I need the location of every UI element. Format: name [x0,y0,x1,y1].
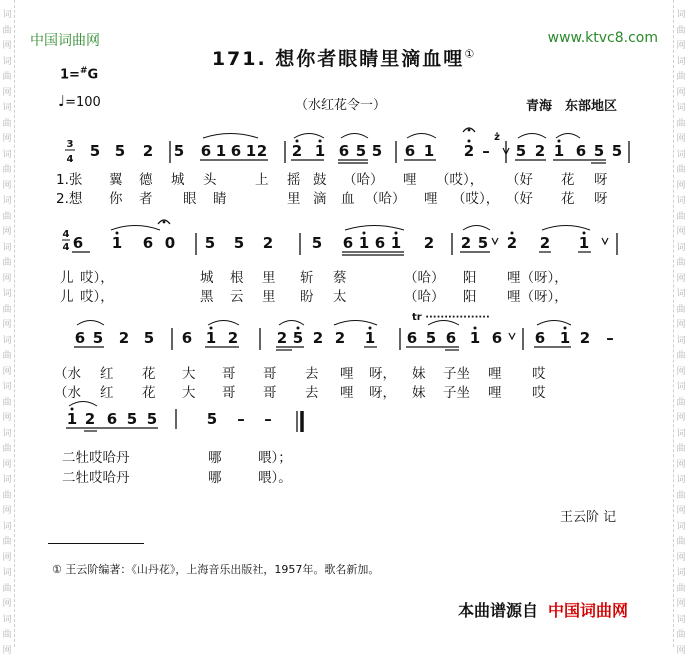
lyric-word: 里 [287,191,301,207]
score-note: 5 [515,142,527,160]
score-note: 6 [72,234,84,252]
lyric-word: 哩 [488,366,502,382]
lyric-word: 城 [200,270,214,286]
breath-mark [602,238,608,244]
lyric-word: 滴 [313,191,327,207]
score-note: 1 [66,410,78,428]
score-note: 1 [314,142,326,160]
score-note: 0 [164,234,176,252]
score-note: 5 [206,410,218,428]
lyric-word: （哈） [404,289,445,305]
lyric-row-1-verse-1 [0,168,688,186]
lyric-word: （哎）， [452,191,500,207]
lyric-word: 哩（呀）， [507,289,568,305]
time-signature-top-2: 4 [62,229,70,240]
lyric-word: （哎）， [436,172,484,188]
lyric-word: 里 [262,289,276,305]
score-note: 1 [358,234,370,252]
lyric-word: 哥 [263,366,277,382]
lyric-word: 子坐 [443,385,470,401]
lyric-word: （哈） [404,270,445,286]
lyric-word: 哩 [424,191,438,207]
score-note: 5 [311,234,323,252]
lyric-word: 鼓 [313,172,327,188]
lyric-word: 大 [182,366,196,382]
lyric-word: 喂）。 [258,470,292,486]
right-watermark-text: 词曲网词曲网词曲网词曲网词曲网词曲网词曲网词曲网词曲网词曲网词曲网词曲网词曲网词曲网 [676,10,686,656]
lyric-word: 妹 [412,366,426,382]
lyric-word: 呀 [594,191,608,207]
score-note: 5 [92,329,104,347]
lyric-word: 子坐 [443,366,470,382]
source-label: 本曲谱源自 [458,601,539,620]
fermata-dot [163,221,166,224]
score-note: 6 [445,329,457,347]
slur-mark [208,321,239,326]
slur-mark [345,226,404,231]
score-note: 6 [491,329,503,347]
footnote: ① 王云阶编著：《山丹花》，上海音乐出版社，1957年。歌名新加。 [52,563,380,576]
score-note: 1 [215,142,227,160]
score-note: – [264,410,272,428]
lyric-word: 盼 [300,289,314,305]
lyric-word: 德 [139,172,153,188]
slur-mark [463,226,490,231]
score-note: 5 [355,142,367,160]
song-title-text: 171. 想你者眼睛里滴血哩 [211,48,465,70]
lyric-word: 哎 [532,385,546,401]
score-note: 6 [181,329,193,347]
breath-mark [509,333,515,339]
slur-mark [537,321,571,326]
score-note: 2 [256,142,268,160]
lyric-word: 蔡 [333,270,347,286]
score-note: 6 [342,234,354,252]
footnote-divider [48,543,144,544]
lyric-word: 哩 [340,385,354,401]
lyric-word: 红 [100,385,114,401]
key-accidental: # [79,66,88,76]
score-note: 6 [106,410,118,428]
slur-mark [77,321,104,326]
score-note: 6 [230,142,242,160]
lyric-word: 呀 [594,172,608,188]
score-note: 1 [423,142,435,160]
slur-mark [203,134,258,139]
time-signature-bottom: 4 [66,154,74,165]
slur-mark [294,134,324,139]
time-signature-top: 3 [66,139,74,150]
score-note: 1 [578,234,590,252]
lyric-word: 哎）， [80,289,114,305]
score-note: 2 [423,234,435,252]
score-note: 2 [84,410,96,428]
lyric-word: （水 [54,366,81,382]
lyric-word: 哩 [340,366,354,382]
lyric-word: （好 [506,191,533,207]
score-note: 6 [575,142,587,160]
lyric-word: 去 [305,385,319,401]
score-note: 2 [460,234,472,252]
lyric-row-4-verse-2 [0,466,688,484]
site-name[interactable]: 中国词曲网 [30,33,100,49]
score-note: 1 [390,234,402,252]
score-note: 2 [534,142,546,160]
score-note: – [237,410,245,428]
lyric-word: 血 [341,191,355,207]
score-note: 5 [126,410,138,428]
lyric-word: 太 [333,289,347,305]
lyric-word: 云 [230,289,244,305]
slur-mark [279,321,304,326]
lyric-word: 黑 [200,289,214,305]
lyric-word: 1.张 [56,172,83,188]
lyric-word: 哥 [222,366,236,382]
lyric-word: 哎 [532,366,546,382]
lyric-word: 二牡哎哈丹 [62,450,130,466]
score-note: 5 [143,329,155,347]
score-note: 5 [204,234,216,252]
lyric-word: 喂）； [258,450,292,466]
slur-mark [69,402,97,407]
score-note: 1 [245,142,257,160]
slur-mark [556,134,580,139]
quarter-note-icon: ♩ [58,92,66,110]
lyric-word: 花 [561,191,575,207]
lyric-word: 上 [255,172,269,188]
slur-mark [341,134,368,139]
lyric-row-2-verse-1 [0,266,688,284]
score-note: 5 [89,142,101,160]
lyric-word: 阳 [463,289,477,305]
lyric-word: 阳 [463,270,477,286]
score-note: 1 [364,329,376,347]
time-signature-bottom-2: 4 [62,242,70,253]
score-note: 6 [200,142,212,160]
lyric-word: 花 [142,385,156,401]
lyric-word: （哈） [365,191,406,207]
score-note: 5 [425,329,437,347]
score-note: 2 [118,329,130,347]
score-note: 5 [611,142,623,160]
score-note: 1 [559,329,571,347]
song-region: 青海 东部地区 [526,99,618,114]
slur-mark [407,134,436,139]
lyric-word: 妹 [412,385,426,401]
lyric-word: 哪 [208,450,222,466]
lyric-row-4-verse-1 [0,446,688,464]
score-note: 5 [146,410,158,428]
lyric-word: 眼 [183,191,197,207]
score-note: 1 [111,234,123,252]
title-footnote-mark: ① [464,47,477,61]
lyric-word: 睛 [213,191,227,207]
lyric-word: 花 [142,366,156,382]
lyric-row-3-verse-1 [0,362,688,380]
score-note: 2 [262,234,274,252]
lyric-word: 摇 [287,172,301,188]
lyric-word: （好 [506,172,533,188]
score-note: 2 [227,329,239,347]
lyric-row-3-verse-2 [0,381,688,399]
lyric-word: 儿 [60,270,74,286]
score-note: 6 [406,329,418,347]
trill-mark: tr ················· [412,312,490,323]
score-note: 6 [74,329,86,347]
score-note: 5 [233,234,245,252]
lyric-word: 哩（呀）， [507,270,568,286]
lyric-word: 里 [262,270,276,286]
fermata-dot [468,129,471,132]
lyric-word: 红 [100,366,114,382]
score-note: 1 [469,329,481,347]
score-note: 2 [506,234,518,252]
lyric-word: 根 [230,270,244,286]
score-note: 2 [291,142,303,160]
score-note: 6 [338,142,350,160]
score-note: 6 [142,234,154,252]
slur-mark [518,134,546,139]
song-subtitle: （水红花令一） [295,98,387,113]
score-note: 2 [463,142,475,160]
lyric-word: 呀， [369,366,396,382]
lyric-word: 翼 [109,172,123,188]
score-note: 2 [539,234,551,252]
lyric-word: 二牡哎哈丹 [62,470,130,486]
lyric-word: 哥 [263,385,277,401]
lyric-word: 哪 [208,470,222,486]
lyric-word: 哩 [488,385,502,401]
lyric-word: （哈） [343,172,384,188]
tempo-value: =100 [65,95,101,110]
lyric-word: 斩 [300,270,314,286]
lyric-word: （水 [54,385,81,401]
left-watermark-text: 词曲网词曲网词曲网词曲网词曲网词曲网词曲网词曲网词曲网词曲网词曲网词曲网词曲网词曲网 [2,10,12,656]
score-note: 5 [371,142,383,160]
lyric-word: 哩 [403,172,417,188]
score-note: – [482,142,490,160]
lyric-word: 2.想 [56,191,83,207]
score-note: – [606,329,614,347]
score-note: 5 [477,234,489,252]
score-note: 5 [292,329,304,347]
source-credit [458,598,628,621]
key-prefix: 1= [60,67,80,83]
source-brand[interactable]: 中国词曲网 [548,601,629,620]
lyric-word: 者 [139,191,153,207]
score-note: 5 [593,142,605,160]
slur-mark [111,226,160,231]
score-note: 6 [404,142,416,160]
score-note: 2 [276,329,288,347]
lyric-word: 你 [109,191,123,207]
lyric-word: 头 [203,172,217,188]
slur-mark [334,321,377,326]
score-note: 5 [173,142,185,160]
score-note: 2 [579,329,591,347]
lyric-word: 哎）， [80,270,114,286]
lyric-word: 城 [171,172,185,188]
breath-mark [492,238,498,244]
score-note: 5 [114,142,126,160]
slur-mark [542,226,590,231]
score-note: 1 [205,329,217,347]
score-note: 6 [534,329,546,347]
grace-note: ż [494,132,500,143]
score-note: 2 [312,329,324,347]
lyric-word: 花 [561,172,575,188]
recorder-credit: 王云阶 记 [560,510,617,525]
key-note: G [87,67,99,83]
lyric-word: 哥 [222,385,236,401]
site-url[interactable]: www.ktvc8.com [547,30,658,46]
lyric-word: 去 [305,366,319,382]
lyric-word: 大 [182,385,196,401]
lyric-word: 呀， [369,385,396,401]
score-note: 1 [553,142,565,160]
score-note: 2 [334,329,346,347]
score-note: 6 [374,234,386,252]
score-note: 2 [142,142,154,160]
lyric-word: 儿 [60,289,74,305]
lyric-row-1-verse-2 [0,187,688,205]
lyric-row-2-verse-2 [0,285,688,303]
